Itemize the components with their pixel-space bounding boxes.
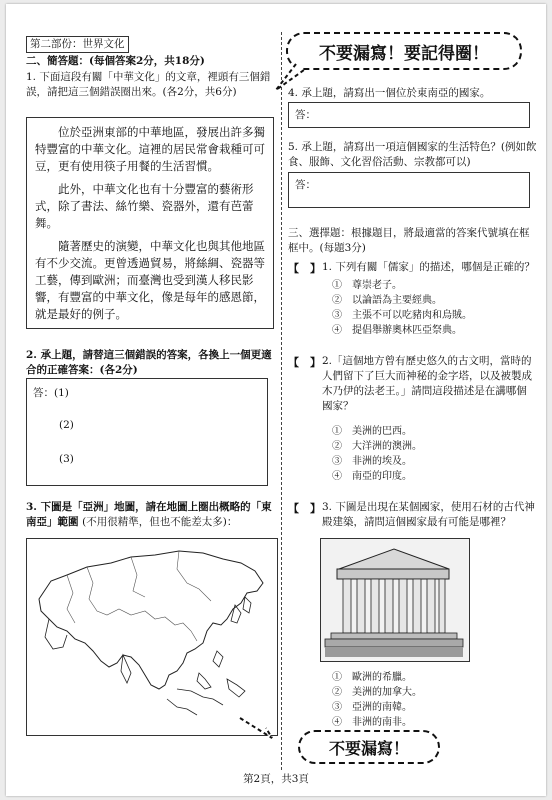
asia-map-outline-icon <box>27 539 275 733</box>
question-4-answer-label: 答： <box>295 109 316 121</box>
question-5-text: 5. 承上題，請寫出一項這個國家的生活特色？(例如飲食、服飾、文化習俗活動、宗教都可以) <box>288 141 537 168</box>
section-title: 第二部份：世界文化 <box>26 36 129 53</box>
temple-icon <box>321 539 467 659</box>
question-3-note: (不用很精準，但也不能差太多)： <box>82 516 238 528</box>
mc-2-answer-bracket[interactable]: 【 】 <box>288 356 321 369</box>
mc-1-option-2: ② 以論語為主要經典。 <box>332 295 442 306</box>
reminder-bubble-top: 不要漏寫！要記得圈！ <box>286 32 522 70</box>
question-3-main: 3. 下圖是「亞洲」地圖，請在地圖上圈出概略的「東南亞」範圍 <box>26 501 272 528</box>
question-4-text: 4. 承上題，請寫出一個位於東南亞的國家。 <box>288 87 491 99</box>
mc-1-text: 1. 下列有關「儒家」的描述，哪個是正確的？ <box>322 261 535 273</box>
mc-3-options <box>332 670 422 730</box>
question-2-text: 2. 承上題，請替這三個錯誤的答案，各換上一個更適合的正確答案：(各2分) <box>26 349 272 376</box>
mc-3-answer-bracket[interactable]: 【 】 <box>288 502 321 515</box>
mc-2-option-2: ② 大洋洲的澳洲。 <box>332 441 422 452</box>
mc-2-option-1: ① 美洲的巴西。 <box>332 426 412 437</box>
question-4-answer-box[interactable] <box>288 102 530 128</box>
mc-1-options <box>332 278 472 338</box>
column-divider <box>281 32 282 770</box>
answer-label-1: 答：(1) <box>33 387 69 399</box>
answer-label-3: (3) <box>59 453 74 465</box>
mc-1-option-3: ③ 主張不可以吃豬肉和烏賊。 <box>332 310 472 321</box>
chinese-culture-passage <box>26 117 274 329</box>
mc-3-text: 3. 下圖是出現在某個國家，使用石材的古代神殿建築，請問這個國家最有可能是哪裡？ <box>322 501 535 528</box>
question-5-answer-box[interactable] <box>288 172 530 208</box>
mc-2-text: 2.「這個地方曾有歷史悠久的古文明，當時的人們留下了巨大而神秘的金字塔，以及被製成木乃伊的法老王。」請問這段描述是在講哪個國家？ <box>322 355 532 412</box>
mc-1-option-4: ④ 提倡舉辦奧林匹亞祭典。 <box>332 325 462 336</box>
page-footer: 第2頁，共3頁 <box>243 773 309 785</box>
question-2-answer-box[interactable] <box>26 378 268 486</box>
greek-temple-image <box>320 538 470 662</box>
asia-map[interactable] <box>26 538 278 736</box>
passage-paragraph-3: 隨著歷史的演變，中華文化也與其他地區有不少交流。更曾透過貿易，將絲綢、瓷器等工藝，傳到歐洲；而臺灣也受到漢人移民影響，有豐富的中華文化，像是每年的感恩節，就是最好的例子。 <box>35 239 265 321</box>
mc-2-option-4: ④ 南亞的印度。 <box>332 471 412 482</box>
answer-label-2: (2) <box>59 419 74 431</box>
passage-paragraph-1: 位於亞洲東部的中華地區，發展出許多獨特豐富的中華文化。這裡的居民常會栽種可可豆，更有使用筷子用餐的生活習慣。 <box>35 125 265 173</box>
exam-page <box>6 4 546 796</box>
short-answer-heading: 二、簡答題：(每個答案2分，共18分) <box>26 55 205 67</box>
mc-3-option-2: ② 美洲的加拿大。 <box>332 687 422 698</box>
passage-paragraph-2: 此外，中華文化也有十分豐富的藝術形式，除了書法、絲竹樂、瓷器外，還有芭蕾舞。 <box>35 182 254 230</box>
mc-3-option-3: ③ 亞洲的南韓。 <box>332 702 412 713</box>
mc-3-option-4: ④ 非洲的南非。 <box>332 717 412 728</box>
mc-1-option-1: ① 尊崇老子。 <box>332 280 402 291</box>
reminder-bubble-bottom: 不要漏寫！ <box>298 730 440 764</box>
mc-1-answer-bracket[interactable]: 【 】 <box>288 262 321 275</box>
mc-2-option-3: ③ 非洲的埃及。 <box>332 456 412 467</box>
question-3-text <box>26 500 278 530</box>
question-1-text: 1. 下面這段有關「中華文化」的文章，裡頭有三個錯誤，請把這三個錯誤圈出來。(各2分，共6分) <box>26 71 271 98</box>
mc-3-option-1: ① 歐洲的希臘。 <box>332 672 412 683</box>
bubble-pointer-bottom-icon <box>232 710 292 750</box>
question-5-answer-label: 答： <box>295 179 316 191</box>
mc-2-options <box>332 424 422 484</box>
multiple-choice-heading: 三、選擇題：根據題目，將最適當的答案代號填在框框中。(每題3分) <box>288 227 530 254</box>
